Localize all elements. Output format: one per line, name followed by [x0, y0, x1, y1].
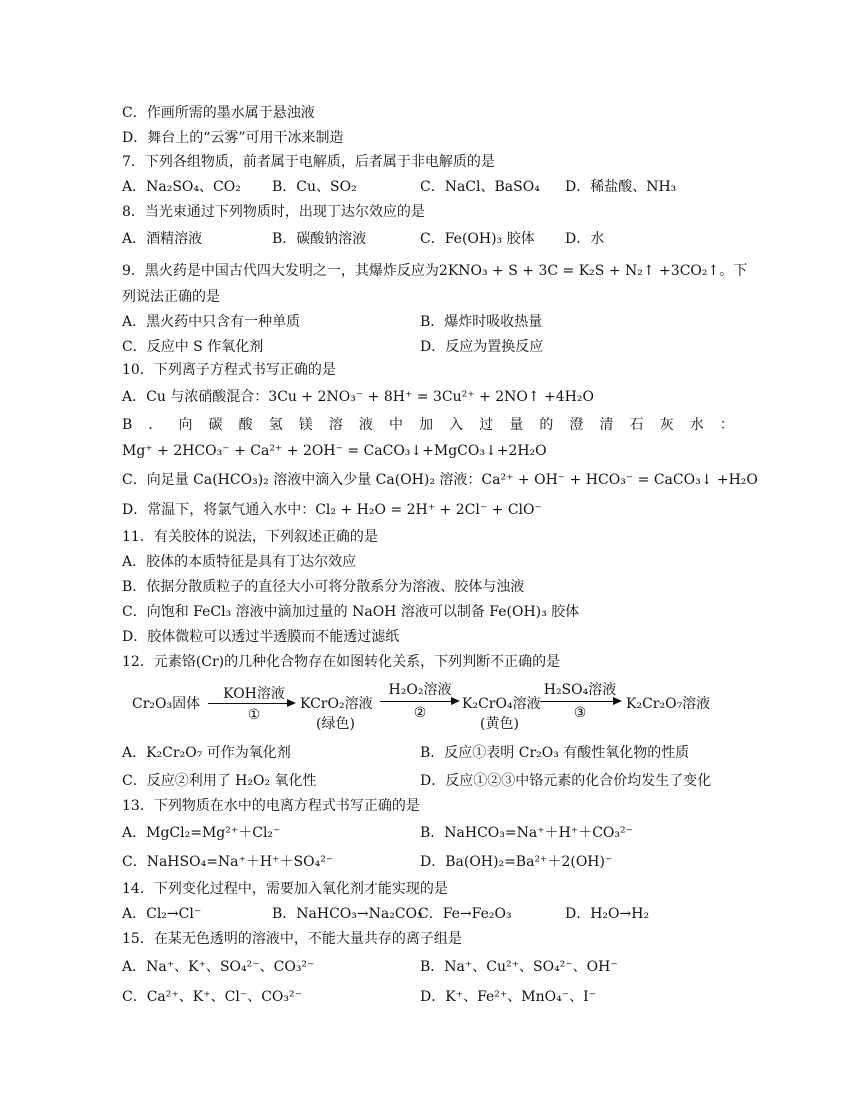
char: 镁 [298, 417, 313, 433]
question-10: 10．下列离子方程式书写正确的是 [122, 362, 336, 378]
option-7c: C．NaCl、BaSO₄ [420, 179, 540, 195]
arrow-3 [540, 701, 620, 702]
option-9a: A．黑火药中只含有一种单质 [122, 314, 301, 330]
char: 量 [509, 417, 524, 433]
option-11b: B．依据分散质粒子的直径大小可将分散系分为溶液、胶体与浊液 [122, 579, 525, 595]
char: 加 [419, 417, 434, 433]
option-12a: A．K₂Cr₂O₇ 可作为氧化剂 [122, 745, 291, 761]
option-6d: D．舞台上的“云雾”可用干冰来制造 [122, 130, 344, 146]
char: 中 [389, 417, 403, 433]
question-11: 11．有关胶体的说法，下列叙述正确的是 [122, 529, 378, 545]
option-12d: D．反应①②③中铬元素的化合价均发生了变化 [420, 773, 712, 789]
char: B [122, 417, 133, 433]
option-13c: C．NaHSO₄=Na⁺＋H⁺＋SO₄²⁻ [122, 854, 334, 870]
question-15: 15．在某无色透明的溶液中，不能大量共存的离子组是 [122, 931, 462, 947]
char: 清 [599, 417, 614, 433]
char: 氢 [268, 417, 283, 433]
char: 溶 [328, 417, 343, 433]
question-8: 8．当光束通过下列物质时，出现丁达尔效应的是 [122, 204, 425, 220]
step-1-label: ① [247, 707, 261, 723]
option-15b: B．Na⁺、Cu²⁺、SO₄²⁻、OH⁻ [420, 959, 618, 975]
node-kcro2-color: (绿色) [316, 716, 355, 732]
reagent-1: KOH溶液 [223, 686, 285, 702]
char: ． [148, 417, 163, 433]
reagent-3: H₂SO₄溶液 [543, 682, 617, 698]
node-kcro2: KCrO₂溶液 [300, 696, 373, 712]
option-14b: B．NaHCO₃→Na₂CO₃ [272, 906, 423, 922]
option-15a: A．Na⁺、K⁺、SO₄²⁻、CO₃²⁻ [122, 959, 315, 975]
node-cr2o3: Cr₂O₃固体 [132, 696, 201, 712]
option-8b: B．碳酸钠溶液 [272, 231, 367, 247]
option-14a: A．Cl₂→Cl⁻ [122, 906, 202, 922]
char: 液 [358, 417, 373, 433]
step-3-label: ③ [573, 705, 587, 721]
char: 水 [689, 417, 704, 433]
option-13b: B．NaHCO₃=Na⁺＋H⁺＋CO₃²⁻ [420, 825, 634, 841]
reagent-2: H₂O₂溶液 [388, 682, 452, 698]
option-10c: C．向足量 Ca(HCO₃)₂ 溶液中滴入少量 Ca(OH)₂ 溶液：Ca²⁺ + OH⁻ + HCO₃⁻ = CaCO₃↓ +H₂O [122, 472, 758, 488]
option-7b: B．Cu、SO₂ [272, 179, 357, 195]
option-7a: A．Na₂SO₄、CO₂ [122, 179, 241, 195]
char: 入 [449, 417, 464, 433]
char: 碳 [208, 417, 223, 433]
option-14c: C．Fe→Fe₂O₃ [418, 906, 512, 922]
node-k2cr2o7: K₂Cr₂O₇溶液 [626, 696, 711, 712]
question-13: 13．下列物质在水中的电离方程式书写正确的是 [122, 798, 420, 814]
char: 澄 [569, 417, 584, 433]
option-8c: C．Fe(OH)₃ 胶体 [420, 231, 535, 247]
option-11d: D．胶体微粒可以透过半透膜而不能透过滤纸 [122, 629, 400, 645]
option-14d: D．H₂O→H₂ [565, 906, 650, 922]
question-14: 14．下列变化过程中，需要加入氧化剂才能实现的是 [122, 881, 448, 897]
char: 向 [178, 417, 193, 433]
question-9: 9．黑火药是中国古代四大发明之一，其爆炸反应为2KNO₃ + S + 3C = K₂S + N₂↑ +3CO₂↑。下 [122, 263, 748, 279]
arrow-2 [380, 701, 458, 702]
option-10b [122, 416, 734, 434]
char: 石 [629, 417, 644, 433]
option-11c: C．向饱和 FeCl₃ 溶液中滴加过量的 NaOH 溶液可以制备 Fe(OH)₃ 胶体 [122, 604, 580, 620]
option-8d: D．水 [565, 231, 605, 247]
char: ： [719, 417, 734, 433]
option-6c: C．作画所需的墨水属于悬浊液 [122, 105, 315, 121]
step-2-label: ② [413, 705, 427, 721]
option-15c: C．Ca²⁺、K⁺、Cl⁻、CO₃²⁻ [122, 989, 303, 1005]
option-11a: A．胶体的本质特征是具有丁达尔效应 [122, 554, 357, 570]
node-k2cro4: K₂CrO₄溶液 [462, 696, 541, 712]
chromium-conversion-diagram [132, 683, 722, 733]
question-12: 12．元素铬(Cr)的几种化合物存在如图转化关系，下列判断不正确的是 [122, 654, 561, 670]
node-k2cro4-color: (黄色) [480, 716, 519, 732]
question-9-cont: 列说法正确的是 [122, 289, 220, 305]
option-10b-equation: Mg⁺ + 2HCO₃⁻ + Ca²⁺ + 2OH⁻ = CaCO₃↓+MgCO₃↓+2H₂O [122, 443, 547, 459]
arrow-1 [208, 703, 294, 704]
option-10d: D．常温下，将氯气通入水中：Cl₂ + H₂O = 2H⁺ + 2Cl⁻ + ClO⁻ [122, 502, 542, 518]
char: 灰 [659, 417, 674, 433]
char: 的 [539, 417, 554, 433]
option-13d: D．Ba(OH)₂=Ba²⁺＋2(OH)⁻ [420, 854, 613, 870]
option-10a: A．Cu 与浓硝酸混合：3Cu + 2NO₃⁻ + 8H⁺ = 3Cu²⁺ + 2NO↑ +4H₂O [122, 389, 594, 405]
option-9c: C．反应中 S 作氧化剂 [122, 339, 264, 355]
option-15d: D．K⁺、Fe²⁺、MnO₄⁻、I⁻ [420, 989, 597, 1005]
question-7: 7．下列各组物质，前者属于电解质，后者属于非电解质的是 [122, 154, 495, 170]
option-8a: A．酒精溶液 [122, 231, 203, 247]
option-9b: B．爆炸时吸收热量 [420, 314, 543, 330]
option-12b: B．反应①表明 Cr₂O₃ 有酸性氧化物的性质 [420, 745, 690, 761]
option-9d: D．反应为置换反应 [420, 339, 544, 355]
option-7d: D．稀盐酸、NH₃ [565, 179, 677, 195]
option-13a: A．MgCl₂=Mg²⁺＋Cl₂⁻ [122, 825, 281, 841]
option-12c: C．反应②利用了 H₂O₂ 氧化性 [122, 773, 317, 789]
char: 酸 [238, 417, 253, 433]
char: 过 [479, 417, 494, 433]
